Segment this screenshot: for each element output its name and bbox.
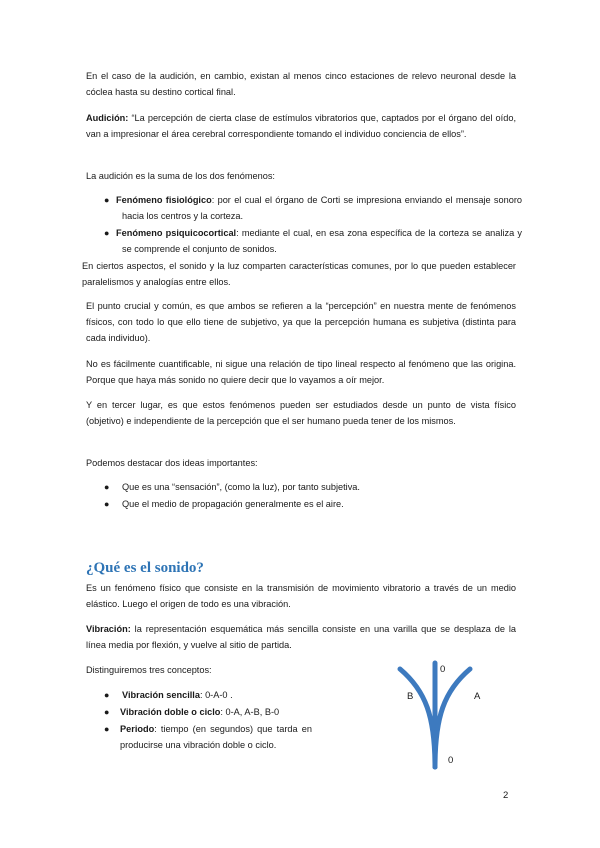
concepto-text: : tiempo (en segundos) que tarda en producirse una vibración doble o ciclo. — [120, 724, 312, 750]
audicion-definition — [86, 110, 516, 142]
rod-position-b — [400, 669, 435, 767]
bullet-icon: ● — [104, 482, 110, 492]
concepto-item — [120, 721, 312, 753]
audicion-term: Audición: — [86, 113, 129, 123]
bullet-icon: ● — [104, 195, 110, 205]
bullet-icon: ● — [104, 707, 110, 717]
audicion-text: “La percepción de cierta clase de estímulos vibratorios que, captados por el órgano del oído, van a impresionar el área cerebral correspondiente tomando el individuo conciencia de ellos”. — [86, 113, 516, 139]
concepto-term: Vibración sencilla — [122, 690, 200, 700]
paragraph: En ciertos aspectos, el sonido y la luz comparten características comunes, por lo que pueden establecer paralelismos y analogías entre ellos. — [82, 261, 516, 287]
fenomeno-item — [116, 192, 522, 224]
fenomeno-text: : mediante el cual, en esa zona específica de la corteza se analiza y se comprende el conjunto de sonidos. — [122, 228, 522, 254]
bullet-icon: ● — [104, 724, 110, 734]
idea-item: Que el medio de propagación generalmente es el aire. — [122, 499, 344, 509]
concepto-term: Vibración doble o ciclo — [120, 707, 221, 717]
fenomeno-term: Fenómeno psiquicocortical — [116, 228, 237, 238]
vibracion-text: la representación esquemática más sencilla consiste en una varilla que se desplaza de la línea media por flexión, y vuelve al sitio de partida. — [86, 624, 516, 650]
bullet-icon: ● — [104, 690, 110, 700]
concepto-item — [122, 687, 322, 703]
bullet-icon: ● — [104, 228, 110, 238]
vibracion-definition — [86, 621, 516, 653]
fenomeno-text: : por el cual el órgano de Corti se impresiona enviando el mensaje sonoro hacia los centros y la corteza. — [122, 195, 522, 221]
diagram-label-top: 0 — [440, 664, 446, 675]
paragraph: Y en tercer lugar, es que estos fenómenos pueden ser estudiados desde un punto de vista físico (objetivo) e independiente de la percepción que el ser humano pueda tener de los mismos. — [86, 400, 516, 426]
intro-paragraph: En el caso de la audición, en cambio, existan al menos cinco estaciones de relevo neuronal desde la cóclea hasta su destino cortical final. — [86, 71, 516, 97]
paragraph: El punto crucial y común, es que ambos se refieren a la “percepción” en nuestra mente de fenómenos físicos, con todo lo que ello tiene de subjetivo, ya que la percepción humana es subjetiva (distinta para cada individuo). — [86, 301, 516, 343]
diagram-label-b: B — [407, 691, 414, 702]
conceptos-intro: Distinguiremos tres conceptos: — [86, 665, 212, 675]
concepto-item — [120, 704, 320, 720]
diagram-label-bottom: 0 — [448, 755, 454, 766]
idea-item: Que es una “sensación”, (como la luz), por tanto subjetiva. — [122, 482, 360, 492]
concepto-text: : 0-A-0 . — [199, 690, 233, 700]
bullet-icon: ● — [104, 499, 110, 509]
paragraph: No es fácilmente cuantificable, ni sigue una relación de tipo lineal respecto al fenómeno que las origina. Porque que haya más sonido no quiere decir que lo vayamos a oír mejor. — [86, 359, 516, 385]
paragraph: Podemos destacar dos ideas importantes: — [86, 458, 258, 468]
diagram-label-a: A — [474, 691, 481, 702]
vibration-diagram — [390, 655, 510, 770]
fenomeno-item — [116, 225, 522, 257]
concepto-term: Periodo — [120, 724, 155, 734]
vibracion-term: Vibración: — [86, 624, 131, 634]
page-number: 2 — [503, 790, 509, 801]
sound-definition: Es un fenómeno físico que consiste en la transmisión de movimiento vibratorio a través de un medio elástico. Luego el origen de todo es una vibración. — [86, 583, 516, 609]
section-heading: ¿Qué es el sonido? — [86, 560, 204, 576]
audicion-suma: La audición es la suma de los dos fenómenos: — [86, 171, 275, 181]
fenomeno-term: Fenómeno fisiológico — [116, 195, 212, 205]
rod-position-a — [435, 669, 470, 767]
concepto-text: : 0-A, A-B, B-0 — [220, 707, 280, 717]
